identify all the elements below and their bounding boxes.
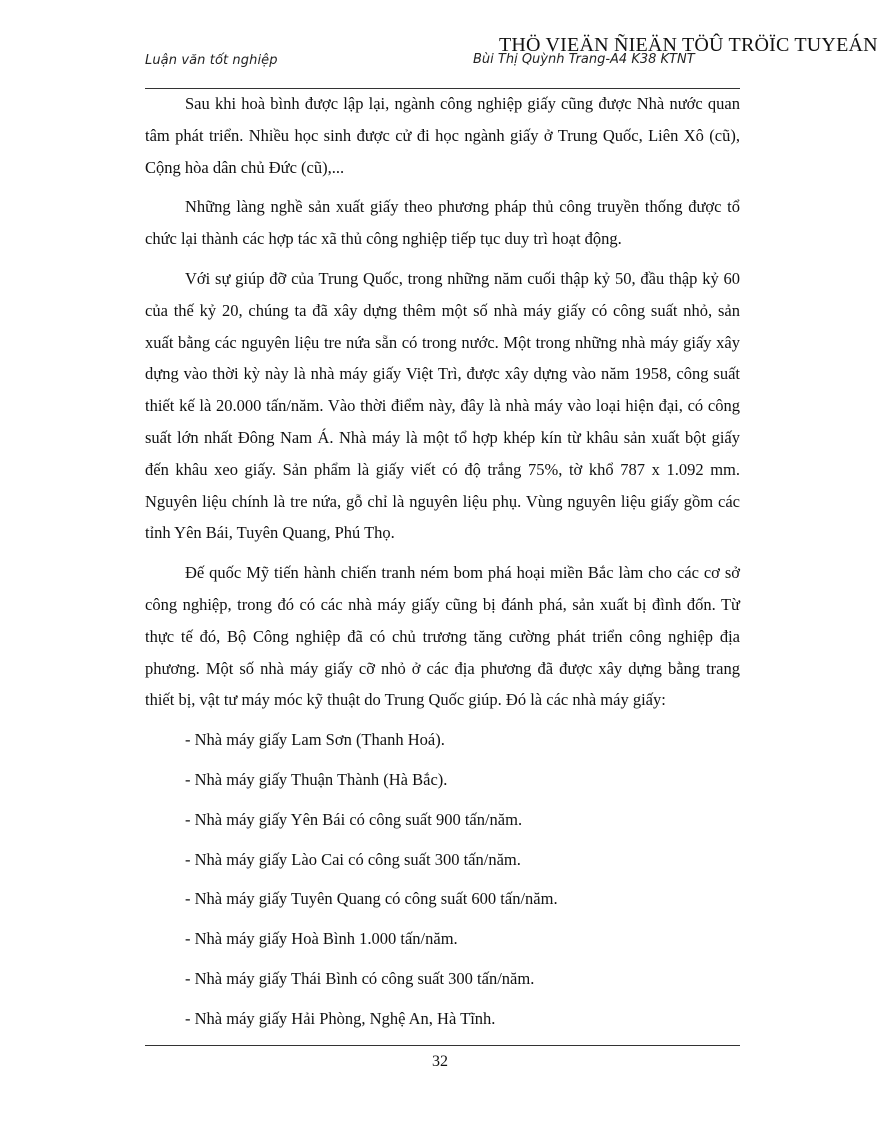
list-item: - Nhà máy giấy Hải Phòng, Nghệ An, Hà Tĩnh. [185, 1008, 496, 1028]
page-body [145, 88, 740, 1043]
watermark-text: THÖ VIEÄN ÑIEÄN TÖÛ TRÖÏC TUYEÁN [499, 34, 878, 56]
header-author: Bùi Thị Quỳnh Trang-A4 K38 KTNT [473, 52, 695, 67]
list-item: - Nhà máy giấy Thuận Thành (Hà Bắc). [185, 769, 448, 789]
paragraph: Với sự giúp đỡ của Trung Quốc, trong những năm cuối thập kỷ 50, đầu thập kỷ 60 của thế kỷ 20, chúng ta đã xây dựng thêm một số nhà máy giấy có công suất nhỏ, sản xuất bằng các nguyên liệu tre nứa sẵn có trong nước. Một trong những nhà máy giấy xây dựng vào thời kỳ này là nhà máy giấy Việt Trì, được xây dựng vào năm 1958, công suất thiết kế là 20.000 tấn/năm. Vào thời điểm này, đây là nhà máy vào loại hiện đại, có công suất lớn nhất Đông Nam Á. Nhà máy là một tổ hợp khép kín từ khâu sản xuất bột giấy đến khâu xeo giấy. Sản phẩm là giấy viết có độ trắng 75%, tờ khổ 787 x 1.092 mm. Nguyên liệu chính là tre nứa, gỗ chỉ là nguyên liệu phụ. Vùng nguyên liệu giấy gồm các tỉnh Yên Bái, Tuyên Quang, Phú Thọ. [145, 268, 740, 543]
list-item: - Nhà máy giấy Lào Cai có công suất 300 tấn/năm. [185, 849, 521, 869]
factory-list [145, 724, 740, 1034]
paragraph: Những làng nghề sản xuất giấy theo phương pháp thủ công truyền thống được tổ chức lại thành các hợp tác xã thủ công nghiệp tiếp tục duy trì hoạt động. [145, 197, 740, 249]
list-item: - Nhà máy giấy Thái Bình có công suất 300 tấn/năm. [185, 968, 535, 988]
paragraph: Đế quốc Mỹ tiến hành chiến tranh ném bom phá hoại miền Bắc làm cho các cơ sở công nghiệp, trong đó có các nhà máy giấy cũng bị đánh phá, sản xuất bị đình đốn. Từ thực tế đó, Bộ Công nghiệp đã có chủ trương tăng cường phát triển công nghiệp địa phương. Một số nhà máy giấy cỡ nhỏ ở các địa phương đã được xây dựng bằng trang thiết bị, vật tư máy móc kỹ thuật do Trung Quốc giúp. Đó là các nhà máy giấy: [145, 563, 740, 710]
list-item: - Nhà máy giấy Tuyên Quang có công suất 600 tấn/năm. [185, 889, 558, 909]
header-thesis-label: Luận văn tốt nghiệp [145, 53, 278, 68]
page-number: 32 [432, 1053, 448, 1070]
list-item: - Nhà máy giấy Hoà Bình 1.000 tấn/năm. [185, 929, 458, 949]
list-item: - Nhà máy giấy Yên Bái có công suất 900 tấn/năm. [185, 809, 523, 829]
list-item: - Nhà máy giấy Lam Sơn (Thanh Hoá). [185, 730, 445, 750]
paragraph: Sau khi hoà bình được lập lại, ngành công nghiệp giấy cũng được Nhà nước quan tâm phát triển. Nhiều học sinh được cử đi học ngành giấy ở Trung Quốc, Liên Xô (cũ), Cộng hòa dân chủ Đức (cũ),... [145, 94, 740, 177]
footer-divider [145, 1045, 740, 1046]
